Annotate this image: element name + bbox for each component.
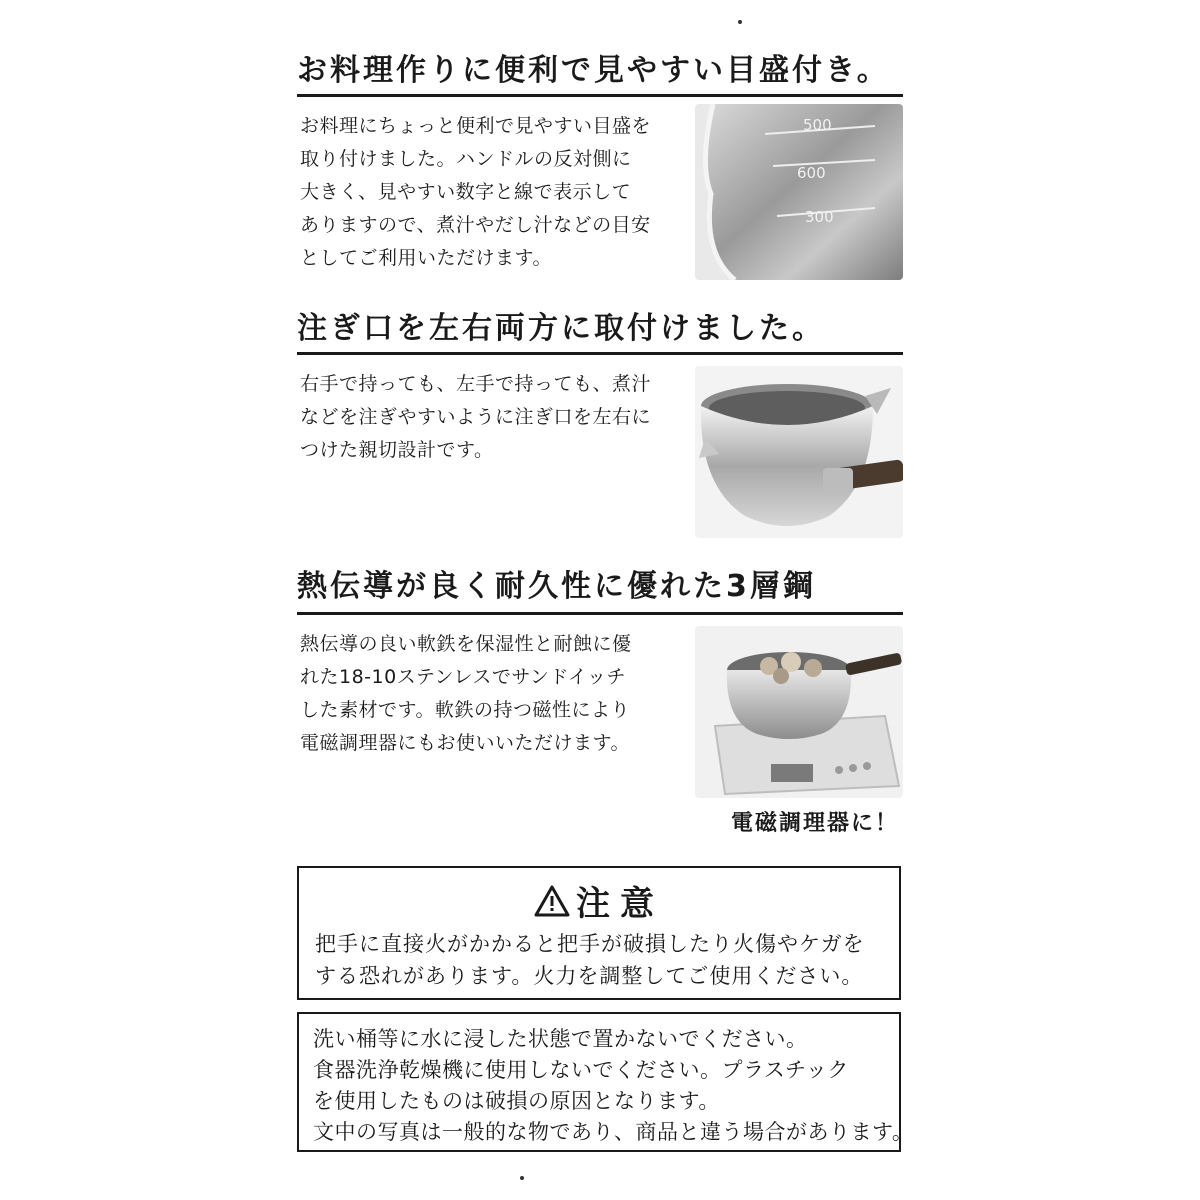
scale-mark-label: 300 [805,208,834,226]
body-line: した素材です。軟鉄の持つ磁性により [300,699,630,721]
section-body [300,628,680,760]
caution-line: する恐れがあります。火力を調整してご使用ください。 [315,964,864,988]
body-line: れた18-10ステンレスでサンドイッチ [300,666,627,688]
section-title: 注ぎ口を左右両方に取付けました。 [297,311,825,346]
body-line: 大きく、見やすい数字と線で表示して [300,181,632,203]
section-body [300,110,680,275]
note-line: 文中の写真は一般的な物であり、商品と違う場合があります。 [313,1120,914,1144]
section-divider [297,612,903,615]
product-description-page [297,0,914,1200]
caution-line: 把手に直接火がかかると把手が破損したり火傷やケガを [315,932,865,956]
section-divider [297,94,903,97]
section-title: お料理作りに便利で見やすい目盛付き。 [297,53,890,88]
body-line: 電磁調理器にもお使いいただけます。 [300,732,630,754]
scale-mark-label: 600 [797,164,826,182]
section-body [300,368,680,467]
body-line: としてご利用いただけます。 [300,247,552,269]
body-line: つけた親切設計です。 [300,439,494,461]
note-line: 食器洗浄乾燥機に使用しないでください。プラスチック [313,1058,849,1082]
warning-triangle-icon [534,885,570,926]
body-line: などを注ぎやすいように注ぎ口を左右に [300,406,652,428]
body-line: ありますので、煮汁やだし汁などの目安 [300,214,651,236]
caution-box [297,866,901,1000]
note-line: を使用したものは破損の原因となります。 [313,1089,720,1113]
pan-spout-photo [695,366,903,538]
note-line: 洗い桶等に水に浸した状態で置かないでください。 [313,1027,808,1051]
body-line: 右手で持っても、左手で持っても、煮汁 [300,373,652,395]
measuring-scale-photo [695,104,903,280]
body-line: お料理にちょっと便利で見やすい目盛を [300,115,652,137]
notes-box [297,1012,914,1152]
caution-title: 注意 [576,884,664,924]
notes-text [313,1024,913,1148]
scale-mark-label: 500 [803,116,832,134]
induction-cooker-photo [695,626,903,798]
caution-heading [299,876,899,926]
body-line: 熱伝導の良い軟鉄を保湿性と耐蝕に優 [300,633,632,655]
photo-caption: 電磁調理器に！ [730,811,899,836]
body-line: 取り付けました。ハンドルの反対側に [300,148,632,170]
caution-text [315,928,865,992]
section-divider [297,352,903,355]
section-title: 熱伝導が良く耐久性に優れた3層鋼 [297,569,816,604]
